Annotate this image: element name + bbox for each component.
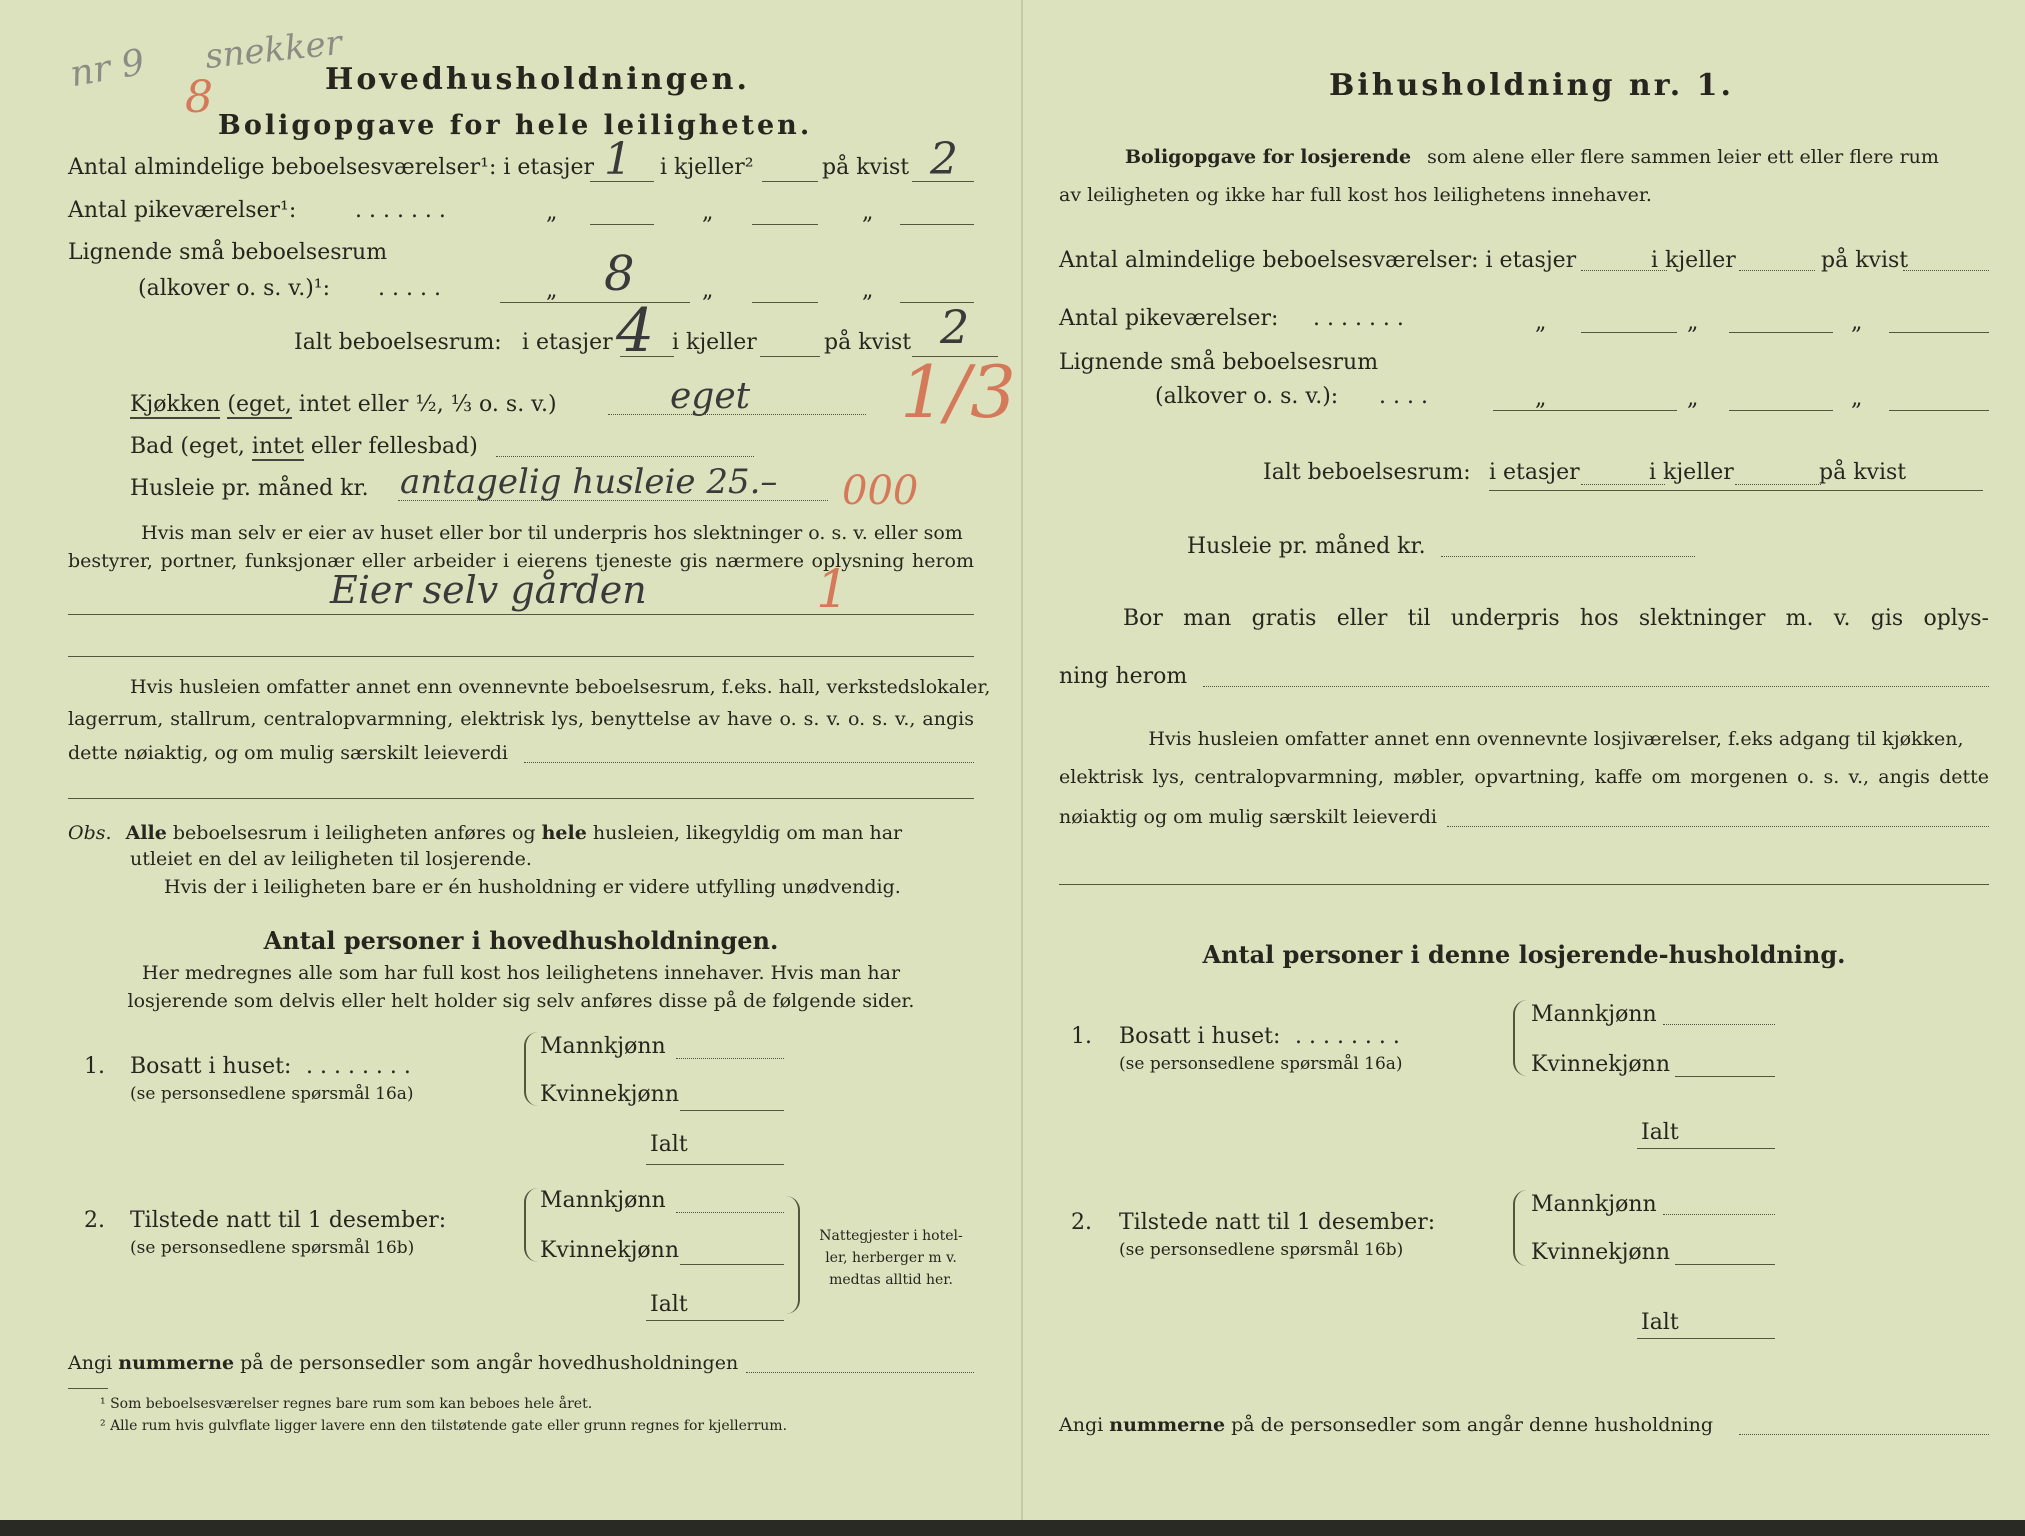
right-intro-line1 (1125, 146, 1989, 168)
r-alkover-kvist-field[interactable] (1889, 410, 1989, 411)
r-total-kvist-field[interactable] (1489, 490, 1983, 491)
r-alkover-kjeller-field[interactable] (1729, 410, 1833, 411)
includes-field-1[interactable] (524, 762, 974, 763)
obs-line1 (68, 822, 974, 844)
r-item1-dots: . . . . . . . . (1295, 1024, 1400, 1049)
item1-male-label: Mannkjønn (540, 1034, 666, 1059)
kitchen-label (130, 392, 557, 417)
r-item1-label: Bosatt i huset: (1119, 1024, 1281, 1049)
item2-brace (524, 1188, 538, 1262)
right-page (1023, 0, 2025, 1520)
item1-female-label: Kvinnekjønn (540, 1082, 679, 1107)
alkover-kjeller-field[interactable] (752, 302, 818, 303)
owner-instruction-line2: bestyrer, portner, funksjonær eller arbeider i eierens tjeneste gis nærmere oplysning herom (68, 550, 974, 572)
right-intro-bold: Boligopgave for losjerende (1125, 146, 1412, 168)
hand-red-rent: 000 (842, 468, 919, 514)
r-total-kvist-label: på kvist (1819, 460, 1907, 485)
r-item2-female-label: Kvinnekjønn (1531, 1240, 1670, 1265)
obs-label: Obs. (68, 822, 112, 844)
footnote-rule (68, 1388, 108, 1389)
r-maid-kjeller-field[interactable] (1729, 332, 1833, 333)
r-maid-etasjer-field[interactable] (1581, 332, 1677, 333)
hand-owner-value: Eier selv gården (330, 568, 647, 612)
r-persons-heading: Antal personer i denne losjerende-husholdning. (1202, 940, 1846, 969)
r-alkover-q2: „ (1687, 386, 1699, 411)
kitchen-eget: (eget, (227, 392, 292, 417)
r-numbers-prefix: Angi (1059, 1414, 1104, 1436)
r-item1-note: (se personsedlene spørsmål 16a) (1119, 1054, 1403, 1074)
bath-label (130, 434, 478, 459)
kitchen-rest: intet eller ½, ⅓ o. s. v.) (298, 392, 557, 417)
r-total-kjeller-label: i kjeller (1649, 460, 1734, 485)
alkover-q2: „ (702, 278, 714, 303)
hand-etasjer-value: 1 (604, 134, 632, 185)
r-rooms-kjeller-label: i kjeller (1651, 248, 1736, 273)
right-intro-text: som alene eller flere sammen leier ett eller flere rum (1427, 146, 1939, 168)
alkover-etasjer-field[interactable] (500, 302, 690, 303)
hand-total-etasjer-value: 4 (616, 296, 655, 366)
item1-dots: . . . . . . . . (306, 1054, 411, 1079)
r-rent-field[interactable] (1441, 556, 1695, 557)
alkover-q3: „ (862, 278, 874, 303)
r-includes-field-1[interactable] (1447, 826, 1989, 827)
item1-total-field[interactable] (646, 1164, 784, 1165)
obs-text-b: husleien, likegyldig om man har (592, 822, 903, 844)
r-rooms-kvist-field[interactable] (1903, 270, 1989, 271)
maid-rooms-dots: . . . . . . . (355, 198, 446, 223)
hand-rent-value: antagelig husleie 25.– (400, 462, 778, 502)
numbers-instruction (68, 1352, 738, 1374)
item1-female-field[interactable] (680, 1110, 784, 1111)
r-item1-female-label: Kvinnekjønn (1531, 1052, 1670, 1077)
includes-instruction-line1: Hvis husleien omfatter annet enn ovennevnte beboelsesrum, f.eks. hall, verkstedslokaler, (130, 676, 991, 698)
r-free-line1: Bor man gratis eller til underpris hos slektninger m. v. gis oplys- (1123, 606, 1989, 631)
hand-red-owner: 1 (816, 560, 850, 620)
r-rooms-regular-label: Antal almindelige beboelsesværelser: i etasjer (1059, 248, 1577, 273)
r-free-line2: ning herom (1059, 664, 1188, 689)
r-free-field[interactable] (1203, 686, 1989, 687)
owner-info-field-2[interactable] (68, 656, 974, 657)
total-kjeller-field[interactable] (760, 356, 820, 357)
alkover-label: (alkover o. s. v.)¹: (138, 276, 331, 301)
rent-label: Husleie pr. måned kr. (130, 476, 369, 501)
left-subtitle: Boligopgave for hele leiligheten. (218, 110, 813, 141)
item1-label: Bosatt i huset: (130, 1054, 292, 1079)
right-title: Bihusholdning nr. 1. (1329, 68, 1734, 103)
item2-number: 2. (84, 1208, 105, 1233)
r-rooms-kvist-label: på kvist (1821, 248, 1909, 273)
maid-kvist-field[interactable] (900, 224, 974, 225)
r-item1-total-field[interactable] (1637, 1148, 1775, 1149)
includes-instruction-line2: lagerrum, stallrum, centralopvarmning, elektrisk lys, benyttelse av have o. s. v. o. s. v., angis (68, 708, 974, 730)
item1-total-label: Ialt (650, 1132, 688, 1157)
r-item2-brace (1513, 1190, 1527, 1266)
numbers-bold: nummerne (118, 1352, 235, 1374)
owner-instruction-line1: Hvis man selv er eier av huset eller bor til underpris hos slektninger o. s. v. eller som (141, 522, 963, 544)
footnote-1: ¹ Som beboelsesværelser regnes bare rum som kan beboes hele året. (100, 1396, 593, 1412)
r-item1-male-field[interactable] (1663, 1024, 1775, 1025)
kitchen-word: Kjøkken (130, 392, 221, 417)
item1-number: 1. (84, 1054, 105, 1079)
obs-hele: hele (541, 822, 587, 844)
r-item2-female-field[interactable] (1675, 1264, 1775, 1265)
numbers-field[interactable] (746, 1372, 974, 1373)
r-item1-male-label: Mannkjønn (1531, 1002, 1657, 1027)
r-item2-total-field[interactable] (1637, 1338, 1775, 1339)
r-item2-male-field[interactable] (1663, 1214, 1775, 1215)
bath-intet: intet (251, 434, 304, 459)
item2-label: Tilstede natt til 1 desember: (130, 1208, 447, 1233)
maid-q2: „ (702, 200, 714, 225)
total-etasjer-label: i etasjer (522, 330, 613, 355)
r-numbers-suffix: på de personsedler som angår denne husholdning (1231, 1414, 1714, 1436)
r-includes-line2: elektrisk lys, centralopvarmning, møbler, opvartning, kaffe om morgenen o. s. v., angis dette (1059, 766, 1989, 788)
r-small-rooms-label: Lignende små beboelsesrum (1059, 350, 1379, 375)
footnote-2: ² Alle rum hvis gulvflate ligger lavere enn den tilstøtende gate eller grunn regnes for kjellerrum. (100, 1418, 788, 1434)
r-item1-total-label: Ialt (1641, 1120, 1679, 1145)
item2-right-brace (786, 1196, 800, 1314)
maid-etasjer-field[interactable] (590, 224, 654, 225)
r-maid-kvist-field[interactable] (1889, 332, 1989, 333)
maid-q1: „ (546, 200, 558, 225)
r-item1-number: 1. (1071, 1024, 1092, 1049)
maid-q3: „ (862, 200, 874, 225)
rooms-regular-label: Antal almindelige beboelsesværelser¹: i etasjer (68, 155, 595, 180)
r-maid-q2: „ (1687, 310, 1699, 335)
numbers-prefix: Angi (68, 1352, 113, 1374)
obs-alle: Alle (125, 822, 167, 844)
right-intro-line2: av leiligheten og ikke har full kost hos leilighetens innehaver. (1059, 184, 1652, 206)
r-maid-q3: „ (1851, 310, 1863, 335)
hand-kvist-value: 2 (930, 134, 958, 185)
night-guests-note-2: ler, herberger m v. (825, 1250, 957, 1266)
r-item1-female-field[interactable] (1675, 1076, 1775, 1077)
item1-male-field[interactable] (676, 1058, 784, 1059)
bath-eget: Bad (eget, (130, 434, 245, 459)
total-kvist-label: på kvist (824, 330, 912, 355)
alkover-dots: . . . . . (378, 276, 441, 301)
r-numbers-bold: nummerne (1109, 1414, 1226, 1436)
night-guests-note-3: medtas alltid her. (829, 1272, 953, 1288)
r-maid-q1: „ (1535, 310, 1547, 335)
persons-text-line1: Her medregnes alle som har full kost hos leilighetens innehaver. Hvis man har (141, 962, 901, 984)
r-alkover-q3: „ (1851, 386, 1863, 411)
r-item2-label: Tilstede natt til 1 desember: (1119, 1210, 1436, 1235)
r-includes-line3: nøiaktig og om mulig særskilt leieverdi (1059, 806, 1437, 828)
item2-total-field[interactable] (646, 1320, 784, 1321)
obs-line3: Hvis der i leiligheten bare er én husholdning er videre utfylling unødvendig. (164, 876, 901, 898)
item1-brace (524, 1032, 538, 1106)
item2-male-field[interactable] (676, 1212, 784, 1213)
item2-total-label: Ialt (650, 1292, 688, 1317)
r-includes-field-2[interactable] (1059, 884, 1989, 885)
hand-red-fraction: 1/3 (900, 350, 1016, 434)
includes-instruction-line3: dette nøiaktig, og om mulig særskilt leieverdi (68, 742, 508, 764)
night-guests-note-1: Nattegjester i hotel- (819, 1228, 963, 1244)
r-rooms-kjeller-field[interactable] (1739, 270, 1815, 271)
r-numbers-field[interactable] (1739, 1434, 1989, 1435)
item2-note: (se personsedlene spørsmål 16b) (130, 1238, 415, 1258)
r-item1-brace (1513, 1000, 1527, 1076)
total-rooms-label: Ialt beboelsesrum: (294, 330, 502, 355)
rooms-kjeller-field[interactable] (762, 181, 818, 182)
r-rent-label: Husleie pr. måned kr. (1187, 534, 1426, 559)
hand-alkover-value: 8 (604, 246, 635, 302)
rooms-kvist-label: på kvist (822, 155, 910, 180)
obs-text-a: beboelsesrum i leiligheten anføres og (172, 822, 536, 844)
r-maid-dots: . . . . . . . (1313, 306, 1404, 331)
r-total-etasjer-label: i etasjer (1489, 460, 1580, 485)
r-item2-note: (se personsedlene spørsmål 16b) (1119, 1240, 1404, 1260)
r-alkover-label: (alkover o. s. v.): (1155, 384, 1339, 409)
total-kjeller-label: i kjeller (672, 330, 757, 355)
includes-field-2[interactable] (68, 798, 974, 799)
maid-kjeller-field[interactable] (752, 224, 818, 225)
bath-rest: eller fellesbad) (310, 434, 478, 459)
left-page (0, 0, 1021, 1520)
hand-red-mark: 8 (185, 72, 213, 123)
hand-corner-occupation: snekker (203, 22, 344, 78)
alkover-q1: „ (546, 278, 558, 303)
r-total-kjeller-field[interactable] (1735, 484, 1821, 485)
r-item2-number: 2. (1071, 1210, 1092, 1235)
r-alkover-dots: . . . . (1379, 384, 1428, 409)
maid-rooms-label: Antal pikeværelser¹: (68, 198, 297, 223)
left-title: Hovedhusholdningen. (325, 62, 750, 97)
r-alkover-q1: „ (1535, 386, 1547, 411)
item1-note: (se personsedlene spørsmål 16a) (130, 1084, 414, 1104)
hand-corner-number: nr 9 (67, 41, 148, 96)
obs-line2: utleiet en del av leiligheten til losjerende. (130, 848, 532, 870)
persons-heading: Antal personer i hovedhusholdningen. (263, 926, 779, 955)
hand-kitchen-value: eget (670, 376, 751, 417)
r-numbers-instruction (1059, 1414, 1713, 1436)
item2-female-label: Kvinnekjønn (540, 1238, 679, 1263)
item2-female-field[interactable] (680, 1264, 784, 1265)
hand-total-kvist-value: 2 (940, 300, 970, 354)
item2-male-label: Mannkjønn (540, 1188, 666, 1213)
numbers-suffix: på de personsedler som angår hovedhusholdningen (240, 1352, 739, 1374)
r-alkover-etasjer-field[interactable] (1493, 410, 1677, 411)
bath-field[interactable] (496, 456, 754, 457)
persons-text-line2: losjerende som delvis eller helt holder sig selv anføres disse på de følgende sider. (127, 990, 915, 1012)
r-includes-line1: Hvis husleien omfatter annet enn ovennevnte losjiværelser, f.eks adgang til kjøkken, (1148, 728, 1964, 750)
r-total-rooms-label: Ialt beboelsesrum: (1263, 460, 1471, 485)
r-item2-total-label: Ialt (1641, 1310, 1679, 1335)
rooms-kjeller-label: i kjeller² (660, 155, 754, 180)
r-maid-rooms-label: Antal pikeværelser: (1059, 306, 1279, 331)
r-item2-male-label: Mannkjønn (1531, 1192, 1657, 1217)
small-rooms-label: Lignende små beboelsesrum (68, 240, 388, 265)
